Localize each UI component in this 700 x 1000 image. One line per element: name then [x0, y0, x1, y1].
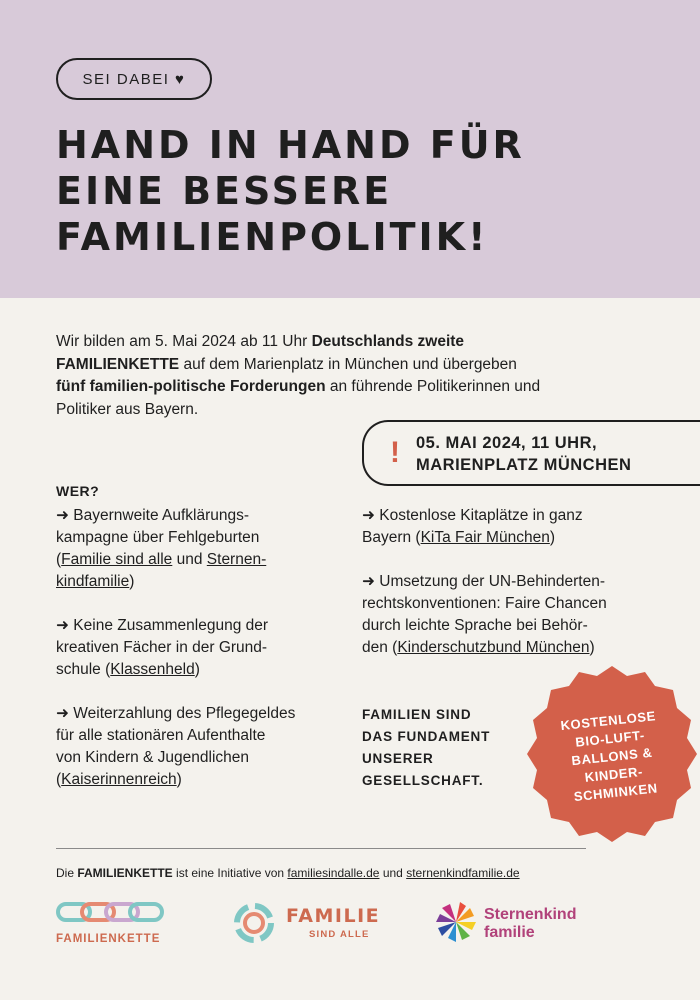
link-sternenkindfamilie-de[interactable]: sternenkindfamilie.de: [406, 866, 520, 880]
intro-text-2: auf dem Marienplatz in München und übergeben: [179, 355, 517, 373]
title-line-2: EINE BESSERE: [56, 169, 393, 213]
wer-heading: WER?: [56, 483, 100, 499]
demand-line: rechtskonventionen: Faire Chancen: [362, 595, 607, 612]
date-line: 05. MAI 2024, 11 UHR,: [416, 434, 598, 452]
familie-sind-alle-logo-icon: [230, 900, 280, 946]
intro-text-1: Wir bilden am 5. Mai 2024 ab 11 Uhr: [56, 333, 312, 350]
link-kita-fair[interactable]: KiTa Fair München: [420, 529, 550, 546]
demand-text: und: [172, 551, 207, 568]
demand-text: (: [56, 551, 62, 568]
demand-item: [56, 615, 268, 681]
familie-logo-text: FAMILIE: [286, 905, 381, 927]
demand-item: [362, 505, 583, 549]
footer-text: ist eine Initiative von: [172, 866, 288, 880]
intro-bold-2: FAMILIENKETTE: [56, 355, 180, 373]
demand-text: den (: [362, 639, 398, 656]
demand-line: ➜ Keine Zusammenlegung der: [56, 617, 269, 634]
offer-badge-text: [548, 706, 677, 808]
demand-line: ➜ Umsetzung der UN-Behinderten-: [362, 573, 606, 590]
location-line: MARIENPLATZ MÜNCHEN: [416, 456, 632, 474]
link-klassenheld[interactable]: Klassenheld: [110, 661, 195, 678]
footer-text: und: [379, 866, 407, 880]
page-title: [56, 122, 525, 260]
badge-line: BALLONS &: [570, 744, 654, 769]
title-line-3: FAMILIENPOLITIK!: [56, 215, 489, 259]
header-banner: [0, 0, 700, 298]
intro-paragraph: [56, 331, 656, 421]
intro-bold-3: fünf familien-politische Forderungen: [56, 378, 326, 395]
demand-line: für alle stationären Aufenthalte: [56, 727, 266, 744]
demand-text: ): [176, 771, 182, 788]
demand-text: schule (: [56, 661, 111, 678]
demand-text: ): [549, 529, 555, 546]
intro-text-3: an führende Politikerinnen und: [325, 378, 541, 395]
demand-item: [56, 505, 266, 593]
fundament-line: FAMILIEN SIND: [362, 707, 472, 722]
familie-logo-subtext: familie: [484, 924, 535, 941]
footer-bold: FAMILIENKETTE: [77, 866, 173, 880]
demand-text: ): [589, 639, 595, 656]
intro-bold-1: Deutschlands zweite: [311, 333, 465, 350]
fundament-line: UNSERER: [362, 751, 434, 766]
date-text: [416, 432, 631, 476]
demand-line: ➜ Weiterzahlung des Pflegegeldes: [56, 705, 296, 722]
link-kaiserinnenreich[interactable]: Kaiserinnenreich: [61, 771, 177, 788]
link-sternenkindfamilie[interactable]: Sternen-: [206, 551, 267, 568]
demand-text: ): [194, 661, 200, 678]
demand-line: von Kindern & Jugendlichen: [56, 749, 250, 766]
demand-line: ➜ Bayernweite Aufklärungs-: [56, 507, 250, 524]
sternenkind-logo-text: Sternenkind: [484, 906, 577, 923]
demand-item: [362, 571, 607, 659]
date-location-box: [362, 420, 700, 486]
familienkette-logo-icon: [56, 898, 166, 928]
link-kinderschutzbund[interactable]: Kinderschutzbund München: [397, 639, 590, 656]
fundament-statement: [362, 704, 490, 792]
link-familiesindalle[interactable]: familiesindalle.de: [287, 866, 380, 880]
demand-line: kampagne über Fehlgeburten: [56, 529, 260, 546]
demand-text: Bayern (: [362, 529, 421, 546]
footer-divider: [56, 848, 586, 849]
badge-line: KOSTENLOSE: [559, 708, 657, 734]
familienkette-logo-text: FAMILIENKETTE: [56, 933, 161, 945]
sternenkind-logo-icon: [432, 898, 480, 946]
fundament-line: DAS FUNDAMENT: [362, 729, 491, 744]
demand-line: ➜ Kostenlose Kitaplätze in ganz: [362, 507, 583, 524]
demand-text: (: [56, 771, 62, 788]
demand-item: [56, 703, 295, 791]
footer-credit: [56, 866, 520, 880]
exclamation-icon: !: [390, 436, 400, 469]
badge-line: SCHMINKEN: [573, 780, 659, 805]
sei-dabei-pill: SEI DABEI ♥: [56, 58, 212, 100]
footer-text: Die: [56, 866, 78, 880]
badge-line: BIO-LUFT-: [574, 727, 646, 750]
sind-alle-logo-text: SIND ALLE: [309, 929, 370, 940]
fundament-line: GESELLSCHAFT.: [362, 773, 484, 788]
link-sternenkindfamilie-cont[interactable]: kindfamilie: [56, 573, 130, 590]
intro-text-4: Politiker aus Bayern.: [56, 400, 199, 418]
demand-line: kreativen Fächer in der Grund-: [56, 639, 268, 656]
link-familie-sind-alle[interactable]: Familie sind alle: [61, 551, 173, 568]
title-line-1: HAND IN HAND FÜR: [56, 123, 525, 167]
badge-line: KINDER-: [584, 763, 644, 785]
demand-line: durch leichte Sprache bei Behör-: [362, 617, 588, 634]
demand-text: ): [129, 573, 135, 590]
